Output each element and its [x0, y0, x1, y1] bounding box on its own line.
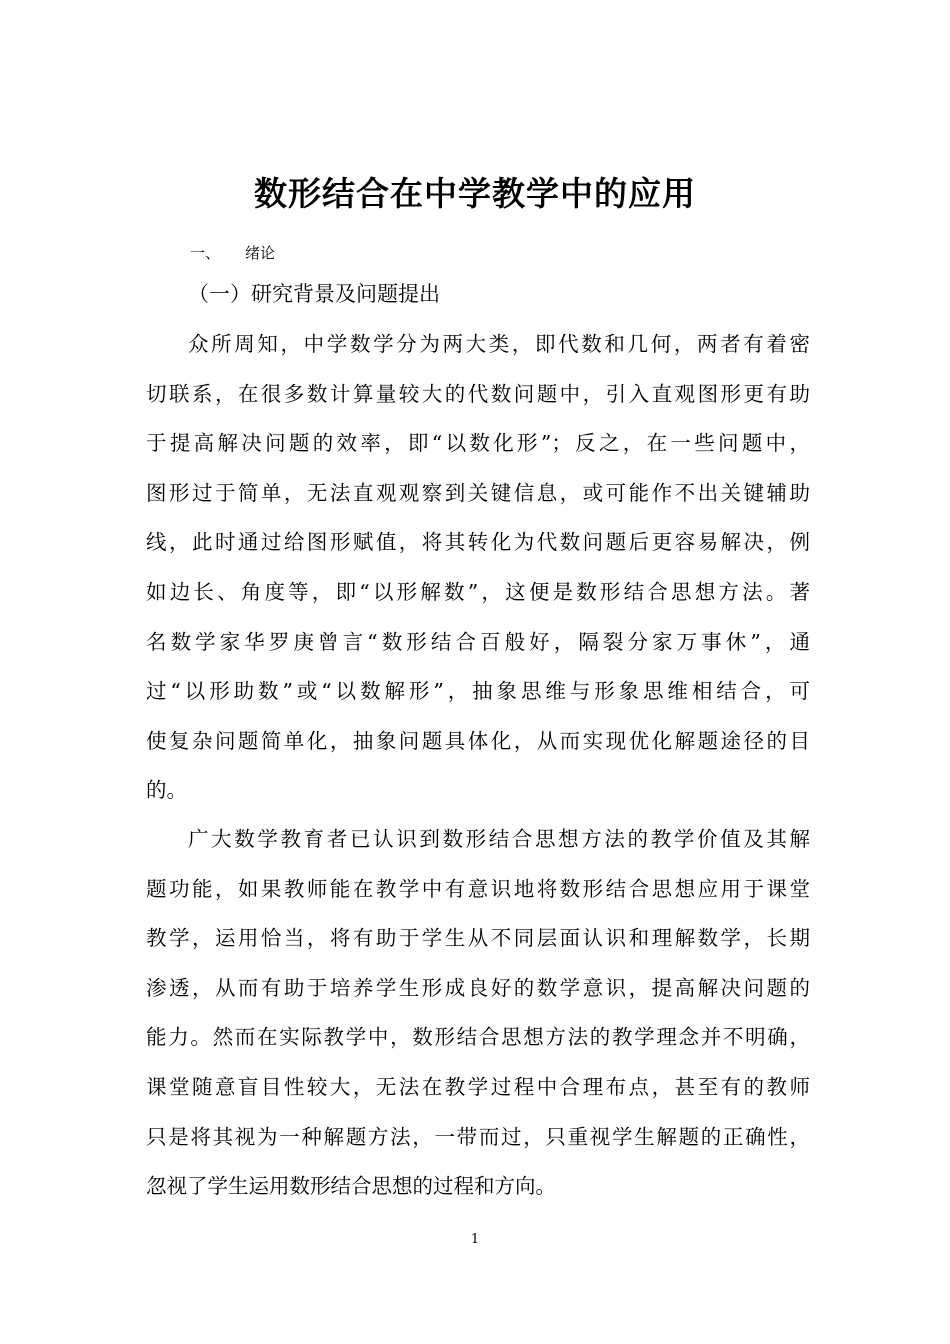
- paragraph-line: 过“以形助数”或“以数解形”，抽象思维与形象思维相结合，可: [146, 679, 810, 704]
- subsection-heading: （一）研究背景及问题提出: [188, 282, 440, 306]
- document-title: 数形结合在中学教学中的应用: [254, 174, 696, 213]
- section-heading: [190, 243, 275, 263]
- paragraph-line: 于提高解决问题的效率，即“以数化形”；反之，在一些问题中，: [146, 431, 810, 456]
- paragraph-line: 渗透，从而有助于培养学生形成良好的数学意识，提高解决问题的: [146, 975, 810, 1000]
- paragraph-line: 题功能，如果教师能在教学中有意识地将数形结合思想应用于课堂: [146, 876, 810, 901]
- paragraph-line: 使复杂问题简单化，抽象问题具体化，从而实现优化解题途径的目: [146, 728, 810, 753]
- paragraph-line: 课堂随意盲目性较大，无法在教学过程中合理布点，甚至有的教师: [146, 1074, 810, 1099]
- section-title: 绪论: [245, 244, 276, 262]
- paragraph-line: 图形过于简单，无法直观观察到关键信息，或可能作不出关键辅助: [146, 480, 810, 505]
- paragraph-line: 忽视了学生运用数形结合思想的过程和方向。: [146, 1174, 556, 1199]
- paragraph-line: 线，此时通过给图形赋值，将其转化为代数问题后更容易解决，例: [146, 530, 810, 555]
- paragraph-line: 如边长、角度等，即“以形解数”，这便是数形结合思想方法。著: [146, 579, 810, 604]
- paragraph-line: 名数学家华罗庚曾言“数形结合百般好，隔裂分家万事休”，通: [146, 629, 810, 654]
- paragraph-background: [146, 320, 810, 816]
- paragraph-line: 切联系，在很多数计算量较大的代数问题中，引入直观图形更有助: [146, 381, 810, 406]
- paragraph-line: 只是将其视为一种解题方法，一带而过，只重视学生解题的正确性，: [146, 1124, 810, 1149]
- section-number: 一、: [190, 244, 221, 262]
- paragraph-line: 广大数学教育者已认识到数形结合思想方法的教学价值及其解: [188, 827, 810, 851]
- paragraph-problem: [146, 815, 810, 1212]
- paragraph-line: 众所周知，中学数学分为两大类，即代数和几何，两者有着密: [188, 332, 810, 356]
- paragraph-line: 能力。然而在实际教学中，数形结合思想方法的教学理念并不明确，: [146, 1025, 810, 1050]
- paragraph-line: 教学，运用恰当，将有助于学生从不同层面认识和理解数学，长期: [146, 926, 810, 951]
- page-number: 1: [470, 1232, 480, 1247]
- paragraph-line: 的。: [146, 778, 187, 803]
